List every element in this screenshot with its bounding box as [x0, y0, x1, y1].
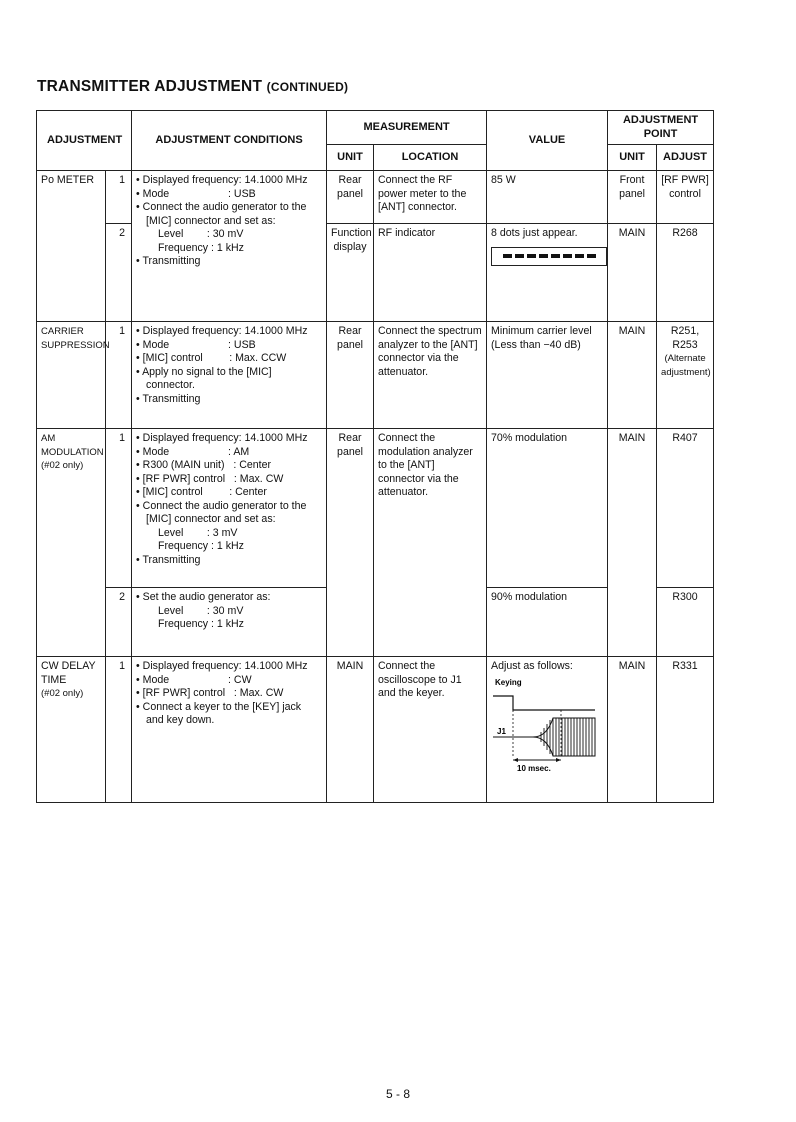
cw-delay-cond-2: • Mode : CW [136, 673, 252, 686]
po-meter-step1-num: 1 [119, 174, 126, 186]
header-adjustment: ADJUSTMENT [37, 111, 132, 171]
am-mod-step1-unit: Rear panel [337, 432, 363, 458]
po-meter-step2-location: RF indicator [378, 227, 436, 239]
carrier-conditions [132, 322, 326, 406]
carrier-cond-1: • Displayed frequency: 14.1000 MHz [136, 325, 308, 337]
carrier-step1-ap-note: (Alternate adjustment) [661, 353, 711, 378]
keying-waveform-svg [491, 674, 601, 774]
po-meter-cond-6: Frequency : 1 kHz [158, 241, 244, 254]
header-value: VALUE [487, 111, 608, 171]
rf-indicator-dots [491, 247, 607, 266]
cw-delay-step1-unit: MAIN [336, 660, 364, 672]
am-mod-cond-8: Level : 3 mV [158, 526, 238, 539]
am-mod-cond-2: • Mode : AM [136, 445, 250, 458]
carrier-step1-unit: Rear panel [337, 325, 363, 351]
carrier-name: CARRIER SUPPRESSION [41, 326, 110, 351]
carrier-cond-6: • Transmitting [136, 392, 201, 405]
transmitter-adjustment-table [36, 110, 714, 803]
cw-delay-step1-num: 1 [119, 660, 126, 672]
rf-dot [563, 254, 572, 258]
header-conditions: ADJUSTMENT CONDITIONS [132, 111, 327, 171]
table-row [37, 322, 714, 429]
cw-delay-conditions [132, 657, 326, 728]
po-meter-name: Po METER [41, 174, 94, 186]
page-number: 5 - 8 [385, 1087, 410, 1101]
po-meter-cond-4: [MIC] connector and set as: [146, 214, 276, 227]
am-mod-cond-10: • Transmitting [136, 553, 201, 566]
rf-dot [503, 254, 512, 258]
po-meter-cond-5: Level : 30 mV [158, 228, 244, 240]
carrier-cond-4: • Apply no signal to the [MIC] [136, 365, 272, 378]
cw-delay-step1-location: Connect the oscilloscope to J1 and the keyer. [378, 660, 462, 699]
cw-delay-cond-5: and key down. [146, 714, 215, 726]
j1-carrier-burst [541, 718, 592, 756]
am-mod-step1-ap-unit: MAIN [618, 432, 646, 444]
carrier-cond-2: • Mode : USB [136, 338, 256, 351]
header-ap-adjust: ADJUST [657, 145, 714, 171]
am-mod-step2-cond-1: • Set the audio generator as: [136, 591, 271, 603]
page-title-main: TRANSMITTER ADJUSTMENT [37, 78, 263, 95]
am-mod-cond-5: • [MIC] control : Center [136, 486, 267, 498]
po-meter-step2-ap-unit: MAIN [618, 227, 646, 239]
carrier-cond-3: • [MIC] control : Max. CCW [136, 352, 287, 364]
header-measurement: MEASUREMENT [327, 111, 487, 145]
am-mod-step2-value: 90% modulation [491, 591, 568, 603]
rf-dot [575, 254, 584, 258]
cw-delay-step1-ap-adjust: R331 [672, 660, 698, 672]
header-ap-unit: UNIT [608, 145, 657, 171]
page-title [37, 78, 348, 96]
rf-dot [587, 254, 596, 258]
am-mod-step2-conditions [132, 588, 326, 632]
po-meter-step1-ap-adjust: [RF PWR] control [661, 174, 709, 200]
cw-delay-step1-ap-unit: MAIN [618, 660, 646, 672]
am-mod-step2-num: 2 [119, 591, 126, 603]
cw-delay-cond-3: • [RF PWR] control : Max. CW [136, 687, 284, 699]
cw-delay-timing-diagram [491, 674, 601, 774]
header-location: LOCATION [374, 145, 487, 171]
am-mod-step1-ap-adjust: R407 [672, 432, 698, 444]
header-unit: UNIT [327, 145, 374, 171]
rf-dot [539, 254, 548, 258]
am-mod-step2-cond-2: Level : 30 mV [158, 604, 244, 617]
am-mod-step1-value: 70% modulation [491, 432, 568, 444]
cw-delay-cond-4: • Connect a keyer to the [KEY] jack [136, 700, 302, 713]
table-row [37, 429, 714, 588]
time-arrow-right-head [556, 758, 561, 762]
am-mod-cond-1: • Displayed frequency: 14.1000 MHz [136, 432, 308, 444]
am-mod-step2-ap-adjust: R300 [672, 591, 698, 603]
po-meter-conditions [132, 171, 326, 269]
po-meter-cond-1: • Displayed frequency: 14.1000 MHz [136, 174, 308, 186]
page-title-suffix: (CONTINUED) [266, 80, 349, 94]
table-row [37, 657, 714, 793]
po-meter-step1-ap-unit: Front panel [619, 174, 645, 200]
am-mod-cond-9: Frequency : 1 kHz [158, 540, 244, 552]
am-mod-cond-3: • R300 (MAIN unit) : Center [136, 459, 272, 471]
rf-dot [527, 254, 536, 258]
po-meter-cond-7: • Transmitting [136, 255, 201, 267]
am-mod-name: AM MODULATION [41, 433, 104, 458]
am-mod-step1-location: Connect the modulation analyzer to the [ANT] connector via the attenuator. [378, 432, 473, 498]
am-mod-conditions [132, 429, 326, 567]
po-meter-step1-unit: Rear panel [337, 174, 363, 200]
po-meter-step1-location: Connect the RF power meter to the [ANT] connector. [378, 174, 467, 213]
time-arrow-left-head [513, 758, 518, 762]
am-mod-cond-4: • [RF PWR] control : Max. CW [136, 472, 284, 485]
po-meter-cond-2: • Mode : USB [136, 187, 256, 200]
carrier-step1-value: Minimum carrier level (Less than −40 dB) [491, 325, 592, 351]
cw-delay-note: (#02 only) [41, 688, 84, 699]
j1-label: J1 [497, 726, 506, 736]
po-meter-step2-ap-adjust: R268 [672, 227, 698, 239]
po-meter-name-cell [37, 171, 106, 322]
po-meter-step2-num: 2 [119, 227, 126, 239]
am-mod-cond-7: [MIC] connector and set as: [146, 513, 276, 525]
po-meter-step2-unit: Function display [331, 227, 372, 253]
rf-dot [515, 254, 524, 258]
carrier-cond-5: connector. [146, 379, 195, 391]
am-mod-cond-6: • Connect the audio generator to the [136, 499, 307, 512]
po-meter-step1-value: 85 W [491, 174, 516, 186]
carrier-step1-num: 1 [119, 325, 126, 337]
cw-delay-name: CW DELAY TIME [41, 660, 96, 686]
header-adjustment-point: ADJUSTMENT POINT [608, 111, 714, 145]
rf-dot [551, 254, 560, 258]
am-mod-step1-num: 1 [119, 432, 126, 444]
time-label: 10 msec. [517, 763, 551, 773]
po-meter-step2-value-block [487, 224, 607, 266]
table-row [37, 171, 714, 224]
carrier-step1-ap-adjust: R251, R253 [670, 325, 700, 351]
po-meter-step2-value: 8 dots just appear. [491, 227, 578, 239]
carrier-step1-location: Connect the spectrum analyzer to the [ANT] connector via the attenuator. [378, 325, 482, 378]
am-mod-step2-cond-3: Frequency : 1 kHz [158, 618, 244, 630]
carrier-step1-ap-unit: MAIN [618, 325, 646, 337]
keying-label: Keying [495, 677, 522, 687]
po-meter-cond-3: • Connect the audio generator to the [136, 201, 307, 213]
cw-delay-step1-value: Adjust as follows: [491, 660, 573, 672]
am-mod-note: (#02 only) [41, 460, 84, 471]
keying-trace [493, 696, 595, 710]
cw-delay-cond-1: • Displayed frequency: 14.1000 MHz [136, 660, 308, 672]
